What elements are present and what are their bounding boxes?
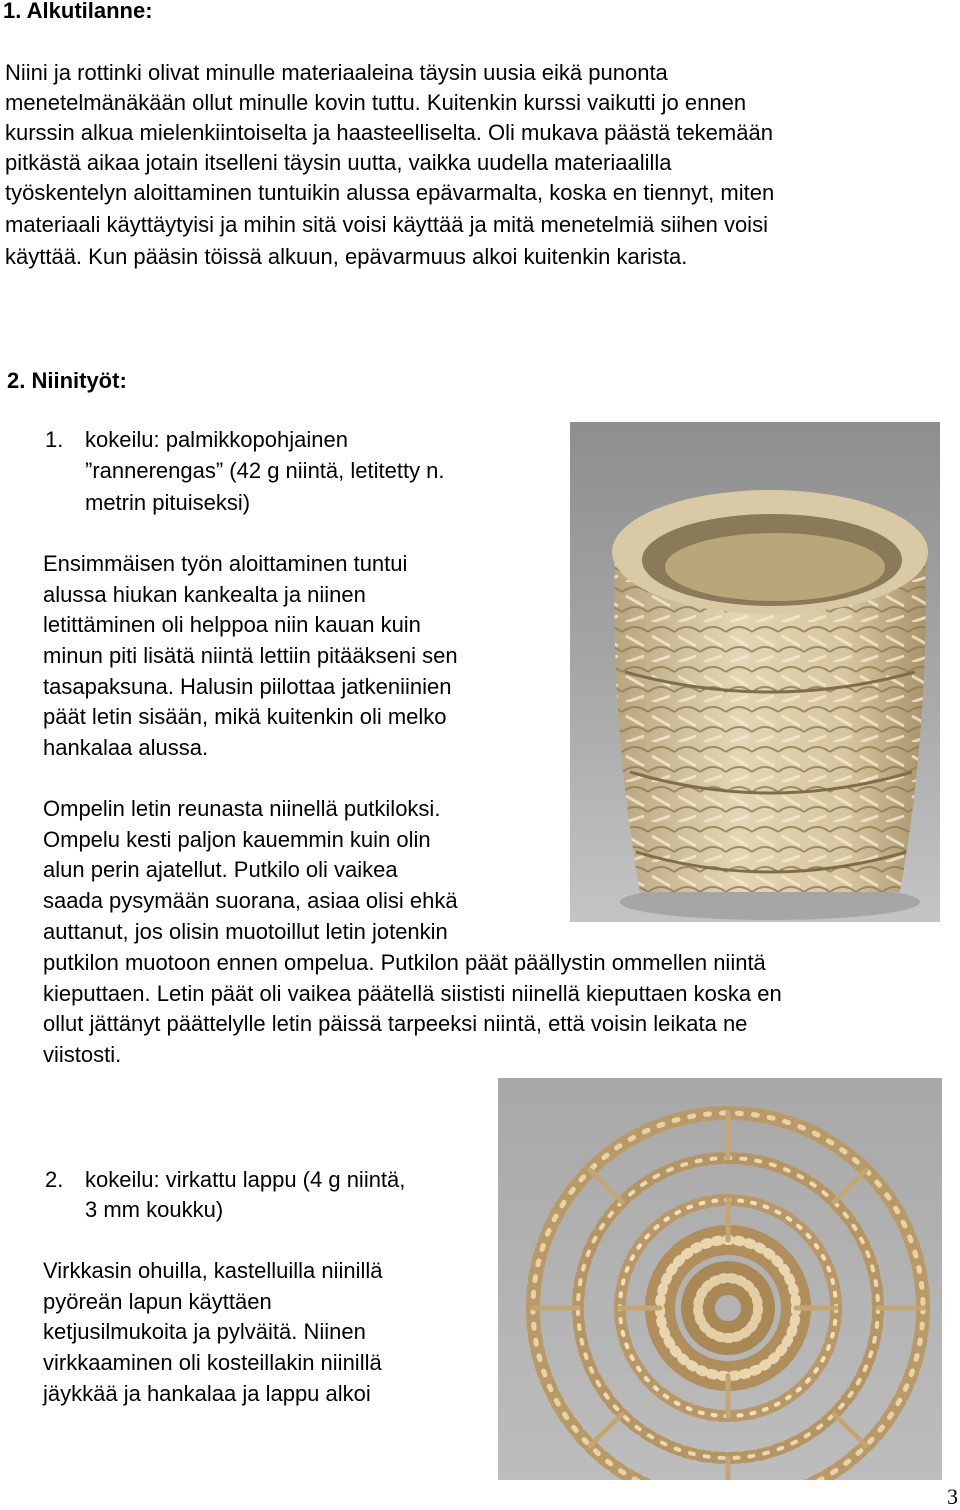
text-line: Ompelin letin reunasta niinellä putkiloksi. xyxy=(43,796,441,821)
text-line: putkilon muotoon ennen ompelua. Putkilon päät päällystin ommellen niintä xyxy=(43,950,766,975)
text-line: hankalaa alussa. xyxy=(43,735,209,760)
text-line: pitkästä aikaa jotain itselleni täysin uutta, vaikka uudella materiaalilla xyxy=(5,150,672,175)
section-heading-niinityot: 2. Niinityöt: xyxy=(7,368,127,393)
text-line: Niini ja rottinki olivat minulle materiaaleina täysin uusia eikä punonta xyxy=(5,60,668,85)
text-line: työskentelyn aloittaminen tuntuikin alussa epävarmalta, koska en tiennyt, miten xyxy=(5,180,775,205)
text-line: ”rannerengas” (42 g niintä, letitetty n. xyxy=(85,458,445,483)
text-line: käyttää. Kun pääsin töissä alkuun, epävarmuus alkoi kuitenkin karista. xyxy=(5,244,688,269)
text-line: metrin pituiseksi) xyxy=(85,490,251,515)
list-number: 2. xyxy=(45,1167,64,1192)
text-line: Ensimmäisen työn aloittaminen tuntui xyxy=(43,551,408,576)
text-line: kokeilu: palmikkopohjainen xyxy=(85,427,348,452)
text-line: minun piti lisätä niintä lettiin pitääkseni sen xyxy=(43,643,458,668)
text-line: auttanut, jos olisin muotoillut letin jotenkin xyxy=(43,919,448,944)
text-line: materiaali käyttäytyisi ja mihin sitä voisi käyttää ja mitä menetelmiä siihen voisi xyxy=(5,212,768,237)
text-line: 3 mm koukku) xyxy=(85,1197,224,1222)
text-line: ketjusilmukoita ja pylväitä. Niinen xyxy=(43,1319,366,1344)
text-line: alussa hiukan kankealta ja niinen xyxy=(43,582,366,607)
section-heading-alkutilanne: 1. Alkutilanne: xyxy=(3,0,153,23)
text-line: Virkkasin ohuilla, kastelluilla niinillä xyxy=(43,1258,383,1283)
text-line: jäykkää ja hankalaa ja lappu alkoi xyxy=(43,1381,371,1406)
text-line: Ompelu kesti paljon kauemmin kuin olin xyxy=(43,827,431,852)
text-line: alun perin ajatellut. Putkilo oli vaikea xyxy=(43,857,398,882)
page-number: 3 xyxy=(947,1484,958,1509)
list-number: 1. xyxy=(45,427,64,452)
text-line: virkkaaminen oli kosteillakin niinillä xyxy=(43,1350,382,1375)
text-line: ollut jättänyt päättelylle letin päissä tarpeeksi niintä, että voisin leikata ne xyxy=(43,1011,748,1036)
braided-basket-photo xyxy=(570,422,940,922)
text-line: menetelmänäkään ollut minulle kovin tuttu. Kuitenkin kurssi vaikutti jo ennen xyxy=(5,90,747,115)
text-line: kokeilu: virkattu lappu (4 g niintä, xyxy=(85,1167,406,1192)
crocheted-doily-photo xyxy=(498,1078,942,1480)
text-line: viistosti. xyxy=(43,1042,122,1067)
text-line: saada pysymään suorana, asiaa olisi ehkä xyxy=(43,888,458,913)
text-line: pyöreän lapun käyttäen xyxy=(43,1289,272,1314)
text-line: kurssin alkua mielenkiintoiselta ja haasteelliselta. Oli mukava päästä tekemään xyxy=(5,120,773,145)
text-line: kieputtaen. Letin päät oli vaikea päätellä siististi niinellä kieputtaen koska en xyxy=(43,981,782,1006)
text-line: päät letin sisään, mikä kuitenkin oli melko xyxy=(43,704,447,729)
text-line: letittäminen oli helppoa niin kauan kuin xyxy=(43,612,421,637)
text-line: tasapaksuna. Halusin piilottaa jatkeniinien xyxy=(43,674,452,699)
